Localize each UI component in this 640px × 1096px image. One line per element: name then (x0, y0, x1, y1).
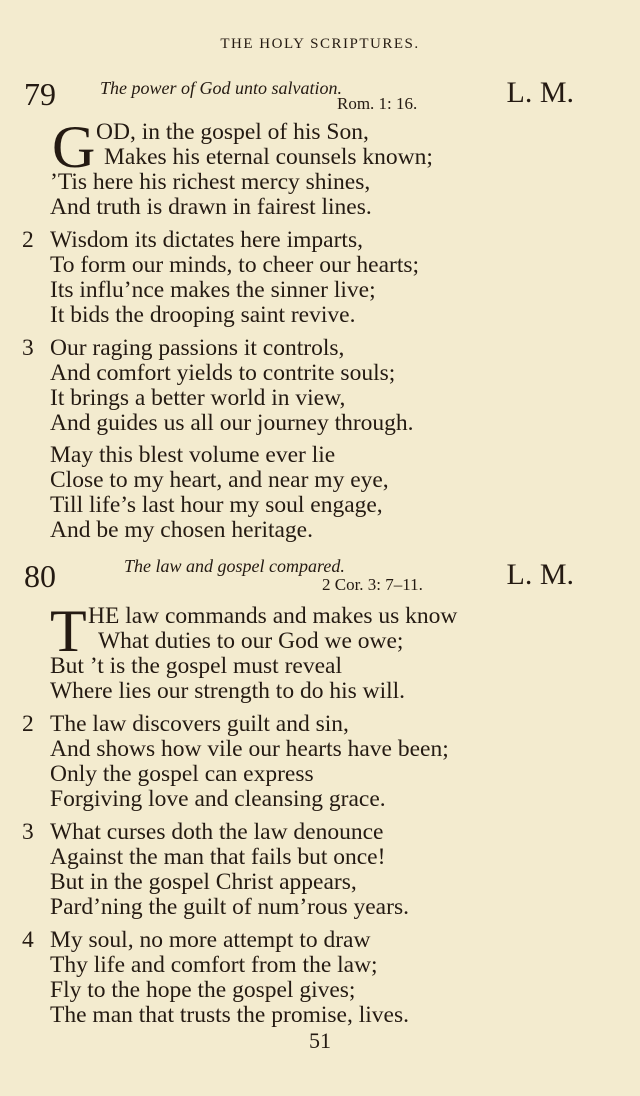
verse-line: It brings a better world in view, (50, 385, 346, 411)
verse-line: What duties to our God we owe; (98, 628, 404, 654)
verse-line: And guides us all our journey through. (50, 410, 414, 436)
hymn-number: 79 (24, 76, 56, 112)
verse-line: Thy life and comfort from the law; (50, 952, 378, 978)
verse-line: Fly to the hope the gospel gives; (50, 977, 356, 1003)
hymn-meter: L. M. (506, 76, 574, 109)
verse-line: Close to my heart, and near my eye, (50, 467, 389, 493)
verse-line: Pard’ning the guilt of num’rous years. (50, 894, 409, 920)
verse-line: Forgiving love and cleansing grace. (50, 786, 386, 812)
hymn-title: The law and gospel compared. (124, 556, 345, 576)
verse-line: May this blest volume ever lie (50, 442, 336, 468)
verse-line: But ’t is the gospel must reveal (50, 653, 342, 679)
verse-line: Where lies our strength to do his will. (50, 678, 406, 704)
verse-line: To form our minds, to cheer our hearts; (50, 252, 420, 278)
stanza-number: 4 (22, 927, 34, 953)
verse-line: My soul, no more attempt to draw (50, 927, 371, 953)
stanza-number: 3 (22, 335, 34, 361)
verse-line: ’Tis here his richest mercy shines, (50, 169, 371, 195)
verse-line: But in the gospel Christ appears, (50, 869, 357, 895)
verse-line: And comfort yields to contrite souls; (50, 360, 396, 386)
stanza-number: 2 (22, 711, 34, 737)
verse-line: Makes his eternal counsels known; (104, 144, 433, 170)
verse-line: OD, in the gospel of his Son, (96, 119, 369, 145)
verse-line: And be my chosen heritage. (50, 517, 313, 543)
drop-cap: G (52, 114, 96, 180)
running-header: THE HOLY SCRIPTURES. (220, 36, 420, 52)
verse-line: Only the gospel can express (50, 761, 314, 787)
verse-line: It bids the drooping saint revive. (50, 302, 356, 328)
hymn-meter: L. M. (506, 558, 574, 591)
stanza-number: 3 (22, 819, 34, 845)
verse-line: Wisdom its dictates here imparts, (50, 227, 363, 253)
verse-line: And truth is drawn in fairest lines. (50, 194, 372, 220)
verse-line: Till life’s last hour my soul engage, (50, 492, 383, 518)
stanza-number: 2 (22, 227, 34, 253)
hymn-title: The power of God unto salvation. (100, 78, 342, 98)
verse-line: The man that trusts the promise, lives. (50, 1002, 409, 1028)
scripture-reference: Rom. 1: 16. (337, 94, 418, 113)
verse-line: What curses doth the law denounce (50, 819, 384, 845)
verse-line: HE law commands and makes us know (88, 603, 458, 629)
verse-line: Its influ’nce makes the sinner live; (50, 277, 376, 303)
verse-line: Our raging passions it controls, (50, 335, 345, 361)
verse-line: The law discovers guilt and sin, (50, 711, 349, 737)
drop-cap: T (50, 598, 87, 664)
page-number: 51 (309, 1028, 331, 1053)
verse-line: And shows how vile our hearts have been; (50, 736, 449, 762)
verse-line: Against the man that fails but once! (50, 844, 386, 870)
hymn-number: 80 (24, 558, 56, 594)
scripture-reference: 2 Cor. 3: 7–11. (322, 575, 423, 594)
